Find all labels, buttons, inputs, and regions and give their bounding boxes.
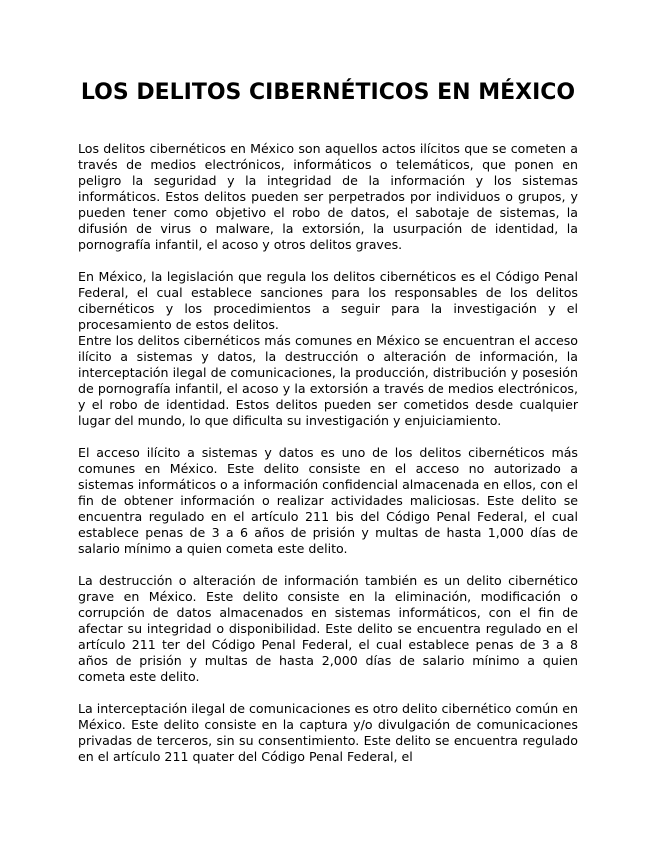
paragraph: En México, la legislación que regula los delitos cibernéticos es el Código Penal Federal, el cual establece sanciones para los responsables de los delitos cibernéticos y los procedimientos a seguir para la investigación y el procesamiento de estos delitos. [78,269,578,332]
paragraph: Entre los delitos cibernéticos más comunes en México se encuentran el acceso ilícito a sistemas y datos, la destrucción o alteración de información, la interceptación ilegal de comunicaciones, la producción, distribución y posesión de pornografía infantil, el acoso y la extorsión a través de medios electrónicos, y el robo de identidad. Estos delitos pueden ser cometidos desde cualquier lugar del mundo, lo que dificulta su investigación y enjuiciamiento. [78,333,578,428]
paragraph: La interceptación ilegal de comunicaciones es otro delito cibernético común en México. Este delito consiste en la captura y/o divulgación de comunicaciones privadas de terceros, sin su consentimiento. Este delito se encuentra regulado en el artículo 211 quater del Código Penal Federal, el [78,701,578,764]
paragraph: La destrucción o alteración de información también es un delito cibernético grave en México. Este delito consiste en la eliminación, modificación o corrupción de datos almacenados en sistemas informáticos, con el fin de afectar su integridad o disponibilidad. Este delito se encuentra regulado en el artículo 211 ter del Código Penal Federal, el cual establece penas de 3 a 8 años de prisión y multas de hasta 2,000 días de salario mínimo a quien cometa este delito. [78,573,578,684]
document-body [78,141,578,765]
paragraph: El acceso ilícito a sistemas y datos es uno de los delitos cibernéticos más comunes en México. Este delito consiste en el acceso no autorizado a sistemas informáticos o a información confidencial almacenada en ellos, con el fin de obtener información o realizar actividades maliciosas. Este delito se encuentra regulado en el artículo 211 bis del Código Penal Federal, el cual establece penas de 3 a 6 años de prisión y multas de hasta 1,000 días de salario mínimo a quien cometa este delito. [78,445,578,556]
document-title: LOS DELITOS CIBERNÉTICOS EN MÉXICO [80,80,576,105]
paragraph: Los delitos cibernéticos en México son aquellos actos ilícitos que se cometen a través de medios electrónicos, informáticos o telemáticos, que ponen en peligro la seguridad y la integridad de la información y los sistemas informáticos. Estos delitos pueden ser perpetrados por individuos o grupos, y pueden tener como objetivo el robo de datos, el sabotaje de sistemas, la difusión de virus o malware, la extorsión, la usurpación de identidad, la pornografía infantil, el acoso y otros delitos graves. [78,141,578,252]
